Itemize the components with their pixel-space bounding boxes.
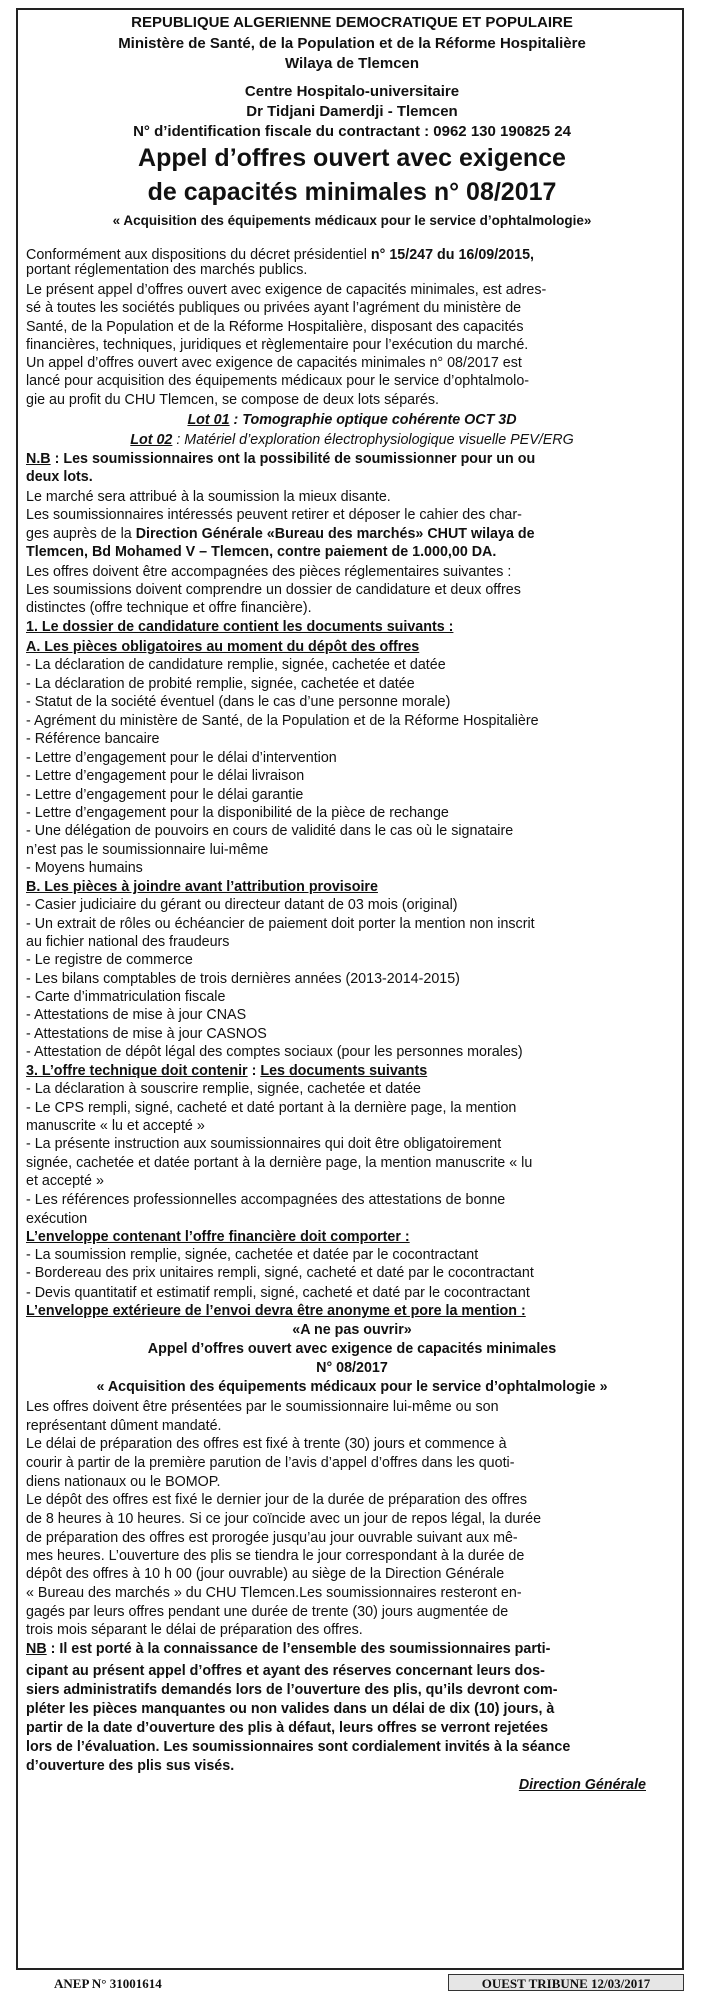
text-run: - Bordereau des prix unitaires rempli, signé, cacheté et daté par le cocontractant [26,1265,534,1281]
text-run: - Les références professionnelles accompagnées des attestations de bonne [26,1192,506,1208]
text-run: courir à partir de la première parution de l’avis d’appel d’offres dans les quoti- [26,1455,515,1471]
body-line [26,1230,678,1244]
body-line [26,1027,678,1041]
text-run: N.B [26,451,51,467]
body-line [26,1212,678,1226]
body-line [26,990,678,1004]
text-run: A. Les pièces obligatoires au moment du dépôt des offres [26,639,420,655]
body-line [26,320,678,334]
body-line [26,1008,678,1022]
body-line [26,248,678,262]
text-run: - Carte d’immatriculation fiscale [26,989,226,1005]
header-line: Wilaya de Tlemcen [284,55,420,72]
body-line [26,1286,678,1300]
body-line [26,1586,678,1600]
body-line [26,953,678,967]
body-line [26,1342,678,1356]
body-line [26,677,678,691]
text-run: Le dépôt des offres est fixé le dernier jour de la durée de préparation des offres [26,1492,527,1508]
text-run: sé à toutes les sociétés publiques ou privées ayant l’agrément du ministère de [26,300,522,316]
text-run: : Tomographie optique cohérente OCT 3D [229,412,517,428]
body-line [26,1419,678,1433]
body-line [26,583,678,597]
anep-reference: ANEP N° 31001614 [54,1976,162,1991]
body-line [26,1266,678,1280]
body-line [26,1101,678,1115]
body-line [26,508,678,522]
text-run: 3. L’offre technique doit contenir [26,1063,248,1079]
body-line [26,374,678,388]
body-line [26,356,678,370]
header-line: Centre Hospitalo-universitaire [244,83,460,100]
body-line [26,1721,678,1735]
text-run: lancé pour acquisition des équipements médicaux pour le service d’ophtalmolo- [26,373,530,389]
page-title: Appel d’offres ouvert avec exigence [138,144,566,172]
text-run: cipant au présent appel d’offres et ayant des réserves concernant leurs dos- [26,1663,545,1679]
text-run: : [247,1063,261,1079]
body-line [26,843,678,857]
text-run: - La soumission remplie, signée, cachetée et datée par le cocontractant [26,1247,479,1263]
text-run: de 8 heures à 10 heures. Si ce jour coïncide avec un jour de repos légal, la durée [26,1511,542,1527]
text-run: - Lettre d’engagement pour le délai livraison [26,768,305,784]
body-line [26,1380,678,1394]
text-run: - Agrément du ministère de Santé, de la Population et de la Réforme Hospitalière [26,713,539,729]
text-run: n’est pas le soumissionnaire lui-même [26,842,269,858]
text-run: Lot 02 [130,432,173,448]
body-line [26,433,678,447]
body-line [26,1567,678,1581]
body-line [26,413,678,427]
text-run: 1. Le dossier de candidature contient les documents suivants : [26,619,454,635]
text-run: diens nationaux ou le BOMOP. [26,1474,221,1490]
body-line [26,1531,678,1545]
text-run: Les documents suivants [260,1063,428,1079]
body-line [26,1759,678,1773]
text-run: - La déclaration de probité remplie, signée, cachetée et datée [26,676,415,692]
body-line [26,1642,678,1656]
body-line [26,1119,678,1133]
body-line [26,1082,678,1096]
text-run: B. Les pièces à joindre avant l’attribution provisoire [26,879,378,895]
text-run: ges auprès de la [26,526,136,542]
text-run: - Attestations de mise à jour CNAS [26,1007,247,1023]
text-run: distinctes (offre technique et offre financière). [26,600,312,616]
body-line [26,263,678,277]
text-run: Les soumissionnaires intéressés peuvent retirer et déposer le cahier des char- [26,507,522,523]
text-run: exécution [26,1211,88,1227]
text-run: L’enveloppe contenant l’offre financière doit comporter : [26,1229,410,1245]
text-run: L’enveloppe extérieure de l’envoi devra être anonyme et pore la mention : [26,1303,526,1319]
text-run: - Une délégation de pouvoirs en cours de validité dans le cas où le signataire [26,823,514,839]
body-line [26,1045,678,1059]
text-run: Direction Générale [518,1777,646,1793]
text-run: Direction Générale «Bureau des marchés» CHUT wilaya de [135,526,535,542]
text-run: NB [26,1641,47,1657]
body-line [26,1512,678,1526]
text-run: - Un extrait de rôles ou échéancier de paiement doit porter la mention non inscrit [26,916,535,932]
body-line [26,1493,678,1507]
text-run: signée, cachetée et datée portant à la dernière page, la mention manuscrite « lu [26,1155,533,1171]
body-line [26,880,678,894]
body-line [26,1605,678,1619]
text-run: mes heures. L’ouverture des plis se tiendra le jour correspondant à la durée de [26,1548,525,1564]
body-line [26,1740,678,1754]
text-run: Santé, de la Population et de la Réforme Hospitalière, disposant des capacités [26,319,524,335]
body-line [26,714,678,728]
body-line [26,1475,678,1489]
body-line [26,658,678,672]
body-line [26,917,678,931]
body-line [26,1623,678,1637]
body-line [26,565,678,579]
text-run: Tlemcen, Bd Mohamed V – Tlemcen, contre paiement de 1.000,00 DA. [26,544,497,560]
text-run: Appel d’offres ouvert avec exigence de capacités minimales [147,1341,557,1357]
body-line [26,283,678,297]
body-line [26,1683,678,1697]
body-line [26,751,678,765]
body-line [26,695,678,709]
body-line [26,601,678,615]
text-run: Les offres doivent être accompagnées des pièces réglementaires suivantes : [26,564,512,580]
body-line [26,1193,678,1207]
text-run: « Bureau des marchés » du CHU Tlemcen.Les soumissionnaires resteront en- [26,1585,522,1601]
body-line [26,1702,678,1716]
text-run: Conformément aux dispositions du décret présidentiel [26,247,371,263]
text-run: N° 08/2017 [316,1360,388,1376]
body-line [26,1137,678,1151]
body-line [26,1664,678,1678]
body-line [26,470,678,484]
body-line [26,1323,678,1337]
text-run: Le présent appel d’offres ouvert avec exigence de capacités minimales, est adres- [26,282,547,298]
body-line [26,1156,678,1170]
text-run: de préparation des offres est prorogée jusqu’au jour ouvrable suivant aux mê- [26,1530,518,1546]
text-run: - Référence bancaire [26,731,160,747]
body-line [26,1248,678,1262]
body-line [26,1456,678,1470]
text-run: : Il est porté à la connaissance de l’ensemble des soumissionnaires parti- [46,1641,551,1657]
text-run: - Statut de la société éventuel (dans le cas d’une personne morale) [26,694,451,710]
text-run: dépôt des offres à 10 h 00 (jour ouvrable) au siège de la Direction Générale [26,1566,505,1582]
page-title: de capacités minimales n° 08/2017 [147,178,557,206]
body-line [26,861,678,875]
body-line [26,806,678,820]
text-run: - Attestations de mise à jour CASNOS [26,1026,267,1042]
text-run: « Acquisition des équipements médicaux pour le service d’ophtalmologie » [96,1379,608,1395]
text-run: - La présente instruction aux soumissionnaires qui doit être obligatoirement [26,1136,502,1152]
text-run: siers administratifs demandés lors de l’ouverture des plis, qu’ils devront com- [26,1682,558,1698]
body-line [26,1778,646,1792]
body-line [26,898,678,912]
body-line [26,527,678,541]
text-run: - Lettre d’engagement pour le délai d’intervention [26,750,337,766]
text-run: - Casier judiciaire du gérant ou directeur datant de 03 mois (original) [26,897,458,913]
text-run: pléter les pièces manquantes ou non valides dans un délai de dix (10) jours, à [26,1701,555,1717]
body-line [26,935,678,949]
journal-date-box: OUEST TRIBUNE 12/03/2017 [448,1974,684,1991]
body-line [26,301,678,315]
body-line [26,452,678,466]
body-line [26,788,678,802]
body-line [26,1437,678,1451]
text-run: d’ouverture des plis sus visés. [26,1758,235,1774]
text-run: : Matériel d’exploration électrophysiologique visuelle PEV/ERG [172,432,574,448]
text-run: Lot 01 [187,412,230,428]
body-line [26,1400,678,1414]
text-run: - Devis quantitatif et estimatif rempli, signé, cacheté et daté par le cocontractant [26,1285,530,1301]
footer [16,1974,684,1992]
text-run: «A ne pas ouvrir» [292,1322,412,1338]
page-subtitle: « Acquisition des équipements médicaux pour le service d’ophtalmologie» [112,213,592,228]
header-line: N° d’identification fiscale du contractant : 0962 130 190825 24 [133,123,571,140]
text-run: deux lots. [26,469,93,485]
header-line: Dr Tidjani Damerdji - Tlemcen [246,103,458,120]
text-run: Le marché sera attribué à la soumission la mieux disante. [26,489,391,505]
text-run: - Lettre d’engagement pour la disponibilité de la pièce de rechange [26,805,449,821]
text-run: gie au profit du CHU Tlemcen, se compose de deux lots séparés. [26,392,439,408]
body-line [26,769,678,783]
text-run: : Les soumissionnaires ont la possibilité de soumissionner pour un ou [50,451,536,467]
text-run: trois mois séparant le délai de préparation des offres. [26,1622,363,1638]
body-line [26,1174,678,1188]
body-line [26,1361,678,1375]
body-line [26,1549,678,1563]
text-run: - Lettre d’engagement pour le délai garantie [26,787,304,803]
body-line [26,545,678,559]
body-line [26,732,678,746]
text-run: Un appel d’offres ouvert avec exigence de capacités minimales n° 08/2017 est [26,355,522,371]
body-line [26,972,678,986]
text-run: manuscrite « lu et accepté » [26,1118,205,1134]
text-run: portant réglementation des marchés publics. [26,262,308,278]
text-run: Le délai de préparation des offres est fixé à trente (30) jours et commence à [26,1436,507,1452]
text-run: - La déclaration de candidature remplie, signée, cachetée et datée [26,657,446,673]
text-run: et accepté » [26,1173,104,1189]
text-run: lors de l’évaluation. Les soumissionnaires sont cordialement invités à la séance [26,1739,571,1755]
text-run: - Moyens humains [26,860,143,876]
text-run: - Les bilans comptables de trois dernières années (2013-2014-2015) [26,971,460,987]
body-line [26,393,678,407]
text-run: n° 15/247 du 16/09/2015, [370,247,534,263]
text-run: financières, techniques, juridiques et règlementaire pour l’exécution du marché. [26,337,529,353]
body-line [26,620,678,634]
body-line [26,824,678,838]
text-run: - Attestation de dépôt légal des comptes sociaux (pour les personnes morales) [26,1044,523,1060]
text-run: représentant dûment mandaté. [26,1418,222,1434]
header-line: REPUBLIQUE ALGERIENNE DEMOCRATIQUE ET POPULAIRE [131,14,573,31]
body-line [26,490,678,504]
body-line [26,1304,678,1318]
body-line [26,338,678,352]
body-line [26,640,678,654]
text-run: gagés par leurs offres pendant une durée de trente (30) jours augmentée de [26,1604,509,1620]
text-run: - La déclaration à souscrire remplie, signée, cachetée et datée [26,1081,421,1097]
header-line: Ministère de Santé, de la Population et de la Réforme Hospitalière [118,35,586,52]
body-line [26,1064,678,1078]
text-run: au fichier national des fraudeurs [26,934,230,950]
text-run: partir de la date d’ouverture des plis à défaut, leurs offres se verront rejetées [26,1720,549,1736]
text-run: Les offres doivent être présentées par le soumissionnaire lui-même ou son [26,1399,499,1415]
text-run: - Le registre de commerce [26,952,193,968]
text-run: Les soumissions doivent comprendre un dossier de candidature et deux offres [26,582,521,598]
text-run: - Le CPS rempli, signé, cacheté et daté portant à la dernière page, la mention [26,1100,517,1116]
